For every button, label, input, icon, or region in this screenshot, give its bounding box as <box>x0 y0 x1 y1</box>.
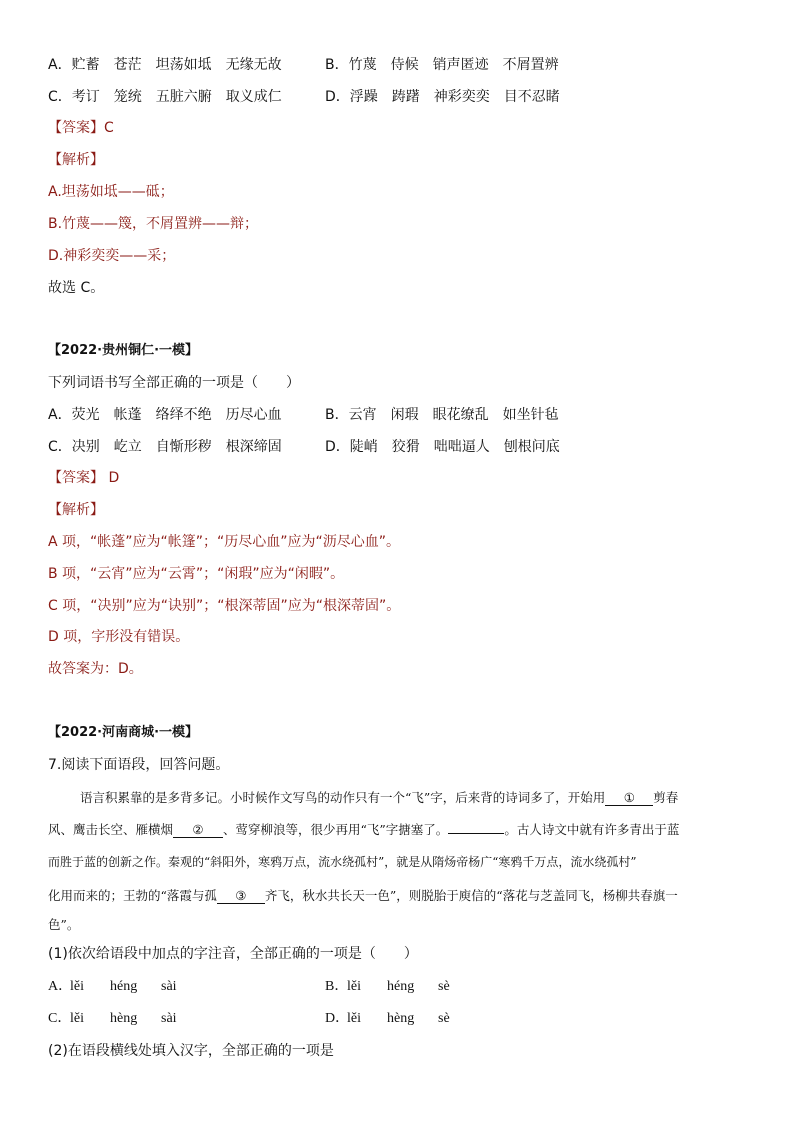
q2-source-heading: 【2022·贵州铜仁·一模】 <box>48 343 199 358</box>
pinyin-option-c: C． lěi hèng sài <box>48 1011 177 1026</box>
q3-sub-question-1: (1)依次给语段中加点的字注音，全部正确的一项是（ ） <box>48 946 418 962</box>
q1-answer: 【答案】C <box>48 120 114 136</box>
q1-option-b: B．竹蔑 侍候 销声匿迹 不屑置辨 <box>325 57 559 73</box>
q2-explanation-line: D 项，字形没有错误。 <box>48 629 190 645</box>
q2-analysis-label: 【解析】 <box>48 502 104 518</box>
q1-option-c: C．考订 笼统 五脏六腑 取义成仁 <box>48 89 282 105</box>
q2-explanation-line: A 项，“帐蓬”应为“帐篷”；“历尽心血”应为“沥尽心血”。 <box>48 534 401 550</box>
passage-line-2: 风、鹰击长空、雁横烟 ② 、莺穿柳浪等，很少再用“飞”字搪塞了。 。古人诗文中就有许多青出于蓝 <box>48 822 680 837</box>
blank-sentence <box>448 833 504 834</box>
q2-option-b: B．云宵 闲瑕 眼花缭乱 如坐针毡 <box>325 407 559 423</box>
q2-explanation-line: C 项，“决别”应为“诀别”；“根深蒂固”应为“根深蒂固”。 <box>48 598 401 614</box>
pinyin-option-b: B． lěi héng sè <box>325 979 450 994</box>
passage-line-1: 语言积累靠的是多背多记。小时候作文写鸟的动作只有一个“飞”字，后来背的诗词多了，开始用 ① 剪春 <box>80 790 679 805</box>
q3-sub-question-2: (2)在语段横线处填入汉字，全部正确的一项是 <box>48 1043 334 1059</box>
blank-3: ③ <box>217 888 265 904</box>
passage-line-5: 色”。 <box>48 917 80 932</box>
pinyin-option-a: A． lěi héng sài <box>48 979 177 994</box>
pinyin-option-d: D． lěi hèng sè <box>325 1011 450 1026</box>
q2-option-a: A．荧光 帐蓬 络绎不绝 历尽心血 <box>48 407 282 423</box>
blank-2: ② <box>173 822 223 838</box>
passage-line-3: 而胜于蓝的创新之作。秦观的“斜阳外，寒鸦万点，流水绕孤村”，就是从隋炀帝杨广“寒鸦千万点，流水绕孤村” <box>48 855 637 869</box>
q1-option-d: D．浮躁 踌躇 神彩奕奕 目不忍睹 <box>325 89 560 105</box>
q2-stem: 下列词语书写全部正确的一项是（ ） <box>48 375 300 391</box>
q1-conclusion: 故选 C。 <box>48 280 105 296</box>
q2-explanation-line: B 项，“云宵”应为“云霄”；“闲瑕”应为“闲暇”。 <box>48 566 345 582</box>
q1-option-a: A．贮蓄 苍茫 坦荡如坻 无缘无故 <box>48 57 282 73</box>
passage-line-4: 化用而来的；王勃的“落霞与孤 ③ 齐飞，秋水共长天一色”，则脱胎于庾信的“落花与芝盖同飞，杨柳共春旗一 <box>48 888 678 903</box>
q2-conclusion: 故答案为：D。 <box>48 661 143 677</box>
q2-option-c: C．决别 屹立 自惭形秽 根深缔固 <box>48 439 282 455</box>
q2-option-d: D．陡峭 狡猾 咄咄逼人 刨根问底 <box>325 439 560 455</box>
q1-explanation-line: B.竹蔑——篾，不屑置辨——辩； <box>48 216 259 232</box>
q3-source-heading: 【2022·河南商城·一模】 <box>48 725 199 740</box>
q1-analysis-label: 【解析】 <box>48 152 104 168</box>
q2-answer: 【答案】 D <box>48 470 120 486</box>
q1-explanation-line: A.坦荡如坻——砥； <box>48 184 174 200</box>
blank-1: ① <box>605 790 653 806</box>
q1-explanation-line: D.神彩奕奕——采； <box>48 248 176 264</box>
q3-stem: 7.阅读下面语段，回答问题。 <box>48 757 230 773</box>
